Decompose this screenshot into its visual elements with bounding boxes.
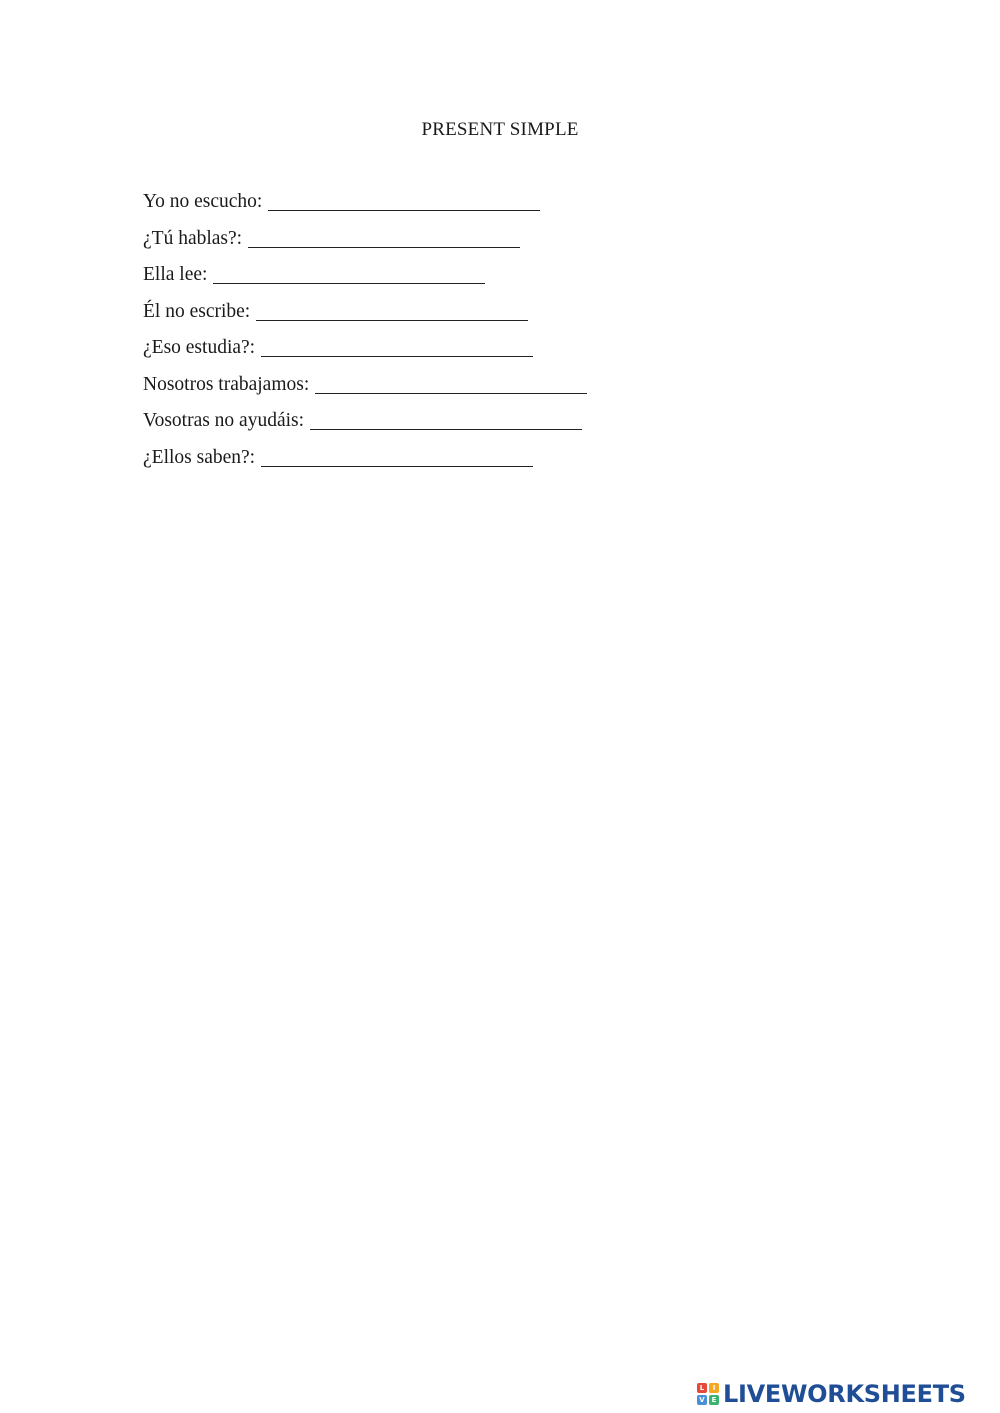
answer-blank-input[interactable]	[261, 336, 533, 357]
logo-block: I	[709, 1383, 719, 1393]
exercise-item	[143, 336, 587, 373]
exercise-item	[143, 446, 587, 483]
answer-blank-input[interactable]	[310, 409, 582, 430]
exercise-item	[143, 263, 587, 300]
exercise-prompt: Yo no escucho:	[143, 191, 263, 212]
exercise-prompt: ¿Tú hablas?:	[143, 227, 243, 249]
exercise-item	[143, 300, 587, 337]
answer-blank-input[interactable]	[261, 446, 533, 467]
answer-blank-input[interactable]	[268, 190, 540, 211]
exercise-item	[143, 190, 587, 227]
exercise-prompt: Ella lee:	[143, 264, 208, 285]
answer-blank-input[interactable]	[213, 263, 485, 284]
logo-block: V	[697, 1395, 707, 1405]
logo-wordmark: LIVEWORKSHEETS	[723, 1380, 966, 1408]
exercise-item	[143, 409, 587, 446]
logo-block: E	[709, 1395, 719, 1405]
page-title: PRESENT SIMPLE	[421, 119, 579, 140]
logo-blocks-icon	[697, 1383, 719, 1405]
exercise-prompt: Vosotras no ayudáis:	[143, 410, 305, 431]
exercise-prompt: Nosotros trabajamos:	[143, 373, 310, 395]
exercise-prompt: ¿Eso estudia?:	[143, 337, 256, 358]
logo-block: L	[697, 1383, 707, 1393]
exercise-prompt: Él no escribe:	[143, 300, 251, 322]
exercise-item	[143, 373, 587, 410]
exercise-item	[143, 227, 587, 264]
answer-blank-input[interactable]	[315, 373, 587, 394]
answer-blank-input[interactable]	[256, 300, 528, 321]
exercise-prompt: ¿Ellos saben?:	[143, 446, 256, 468]
answer-blank-input[interactable]	[248, 227, 520, 248]
exercise-list	[143, 190, 587, 482]
liveworksheets-logo	[697, 1378, 966, 1410]
